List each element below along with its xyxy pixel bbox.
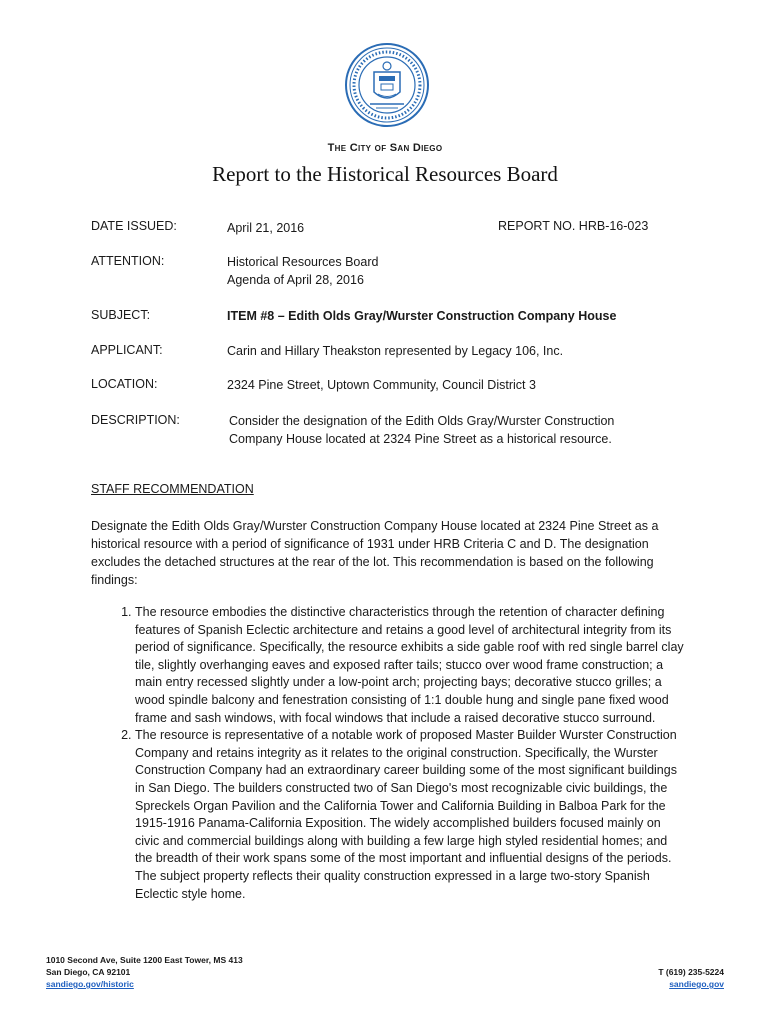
attention-value	[227, 253, 378, 289]
applicant-value: Carin and Hillary Theakston represented by Legacy 106, Inc.	[227, 344, 564, 358]
footer-site-link[interactable]: sandiego.gov	[669, 979, 724, 989]
footer-address-line-2: San Diego, CA 92101	[46, 967, 131, 977]
footer-phone: T (619) 235-5224	[658, 967, 724, 977]
footer-address-line-1: 1010 Second Ave, Suite 1200 East Tower, MS 413	[46, 955, 243, 965]
applicant-label: APPLICANT:	[91, 343, 163, 357]
finding-item: 1. The resource embodies the distinctive characteristics through the retention of character defining features of Spanish Eclectic architecture and retains a good level of architectural integrity from its period of significance. Specifically, the resource exhibits a side gable roof with red single barrel clay tile, slightly overhanging eaves and exposed rafter tails; stucco over wood frame construction; a main entry recessed slightly under a low-point arch; projecting bays; decorative stucco grilles; a wood spindle balcony and fenestration consisting of 1:1 double hung and single pane fixed wood frame and sash windows, with focal windows that include a raised decorative stucco surround.	[135, 604, 685, 727]
findings-list	[91, 604, 685, 903]
report-title: Report to the Historical Resources Board	[212, 162, 558, 186]
footer-address	[46, 954, 243, 990]
finding-item: 2. The resource is representative of a notable work of proposed Master Builder Wurster Construction Company and retains integrity as it relates to the original construction. Specifically, the Wurster Construction Company had an extraordinary career building some of the most significant buildings in San Diego. The builders constructed two of San Diego's most recognizable civic buildings, the Spreckels Organ Pavilion and the California Tower and California Building in Balboa Park for the 1915-1916 Panama-California Exposition. The widely accomplished builders focused mainly on civic and commercial buildings along with building a few large high styled residential homes; and the breadth of their work spans some of the most important and influential designs of the periods. The subject property reflects their quality construction expressed in a large two-story Spanish Eclectic style home.	[135, 727, 685, 903]
report-number: REPORT NO. HRB-16-023	[498, 219, 649, 233]
attention-line-1: Historical Resources Board	[227, 255, 379, 269]
city-name: The City of San Diego	[327, 142, 443, 154]
date-issued-value: April 21, 2016	[227, 221, 305, 235]
location-value: 2324 Pine Street, Uptown Community, Council District 3	[227, 378, 536, 392]
location-label: LOCATION:	[91, 377, 158, 391]
staff-recommendation-heading: STAFF RECOMMENDATION	[91, 482, 254, 496]
attention-label: ATTENTION:	[91, 254, 165, 268]
date-issued-label: DATE ISSUED:	[91, 219, 177, 233]
description-value: Consider the designation of the Edith Olds Gray/Wurster Construction Company House located at 2324 Pine Street as a historical resource.	[229, 414, 615, 446]
description-label: DESCRIPTION:	[91, 413, 180, 427]
footer-contact	[658, 966, 724, 990]
subject-label: SUBJECT:	[91, 308, 151, 322]
subject-value: ITEM #8 – Edith Olds Gray/Wurster Construction Company House	[227, 309, 617, 323]
footer-historic-link[interactable]: sandiego.gov/historic	[46, 979, 134, 989]
city-seal-logo	[344, 42, 430, 128]
attention-line-2: Agenda of April 28, 2016	[227, 273, 364, 287]
staff-recommendation-paragraph: Designate the Edith Olds Gray/Wurster Construction Company House located at 2324 Pine Street as a historical resource with a period of significance of 1931 under HRB Criteria C and D. The designation excludes the detached structures at the rear of the lot. This recommendation is based on the following findings:	[91, 519, 659, 587]
